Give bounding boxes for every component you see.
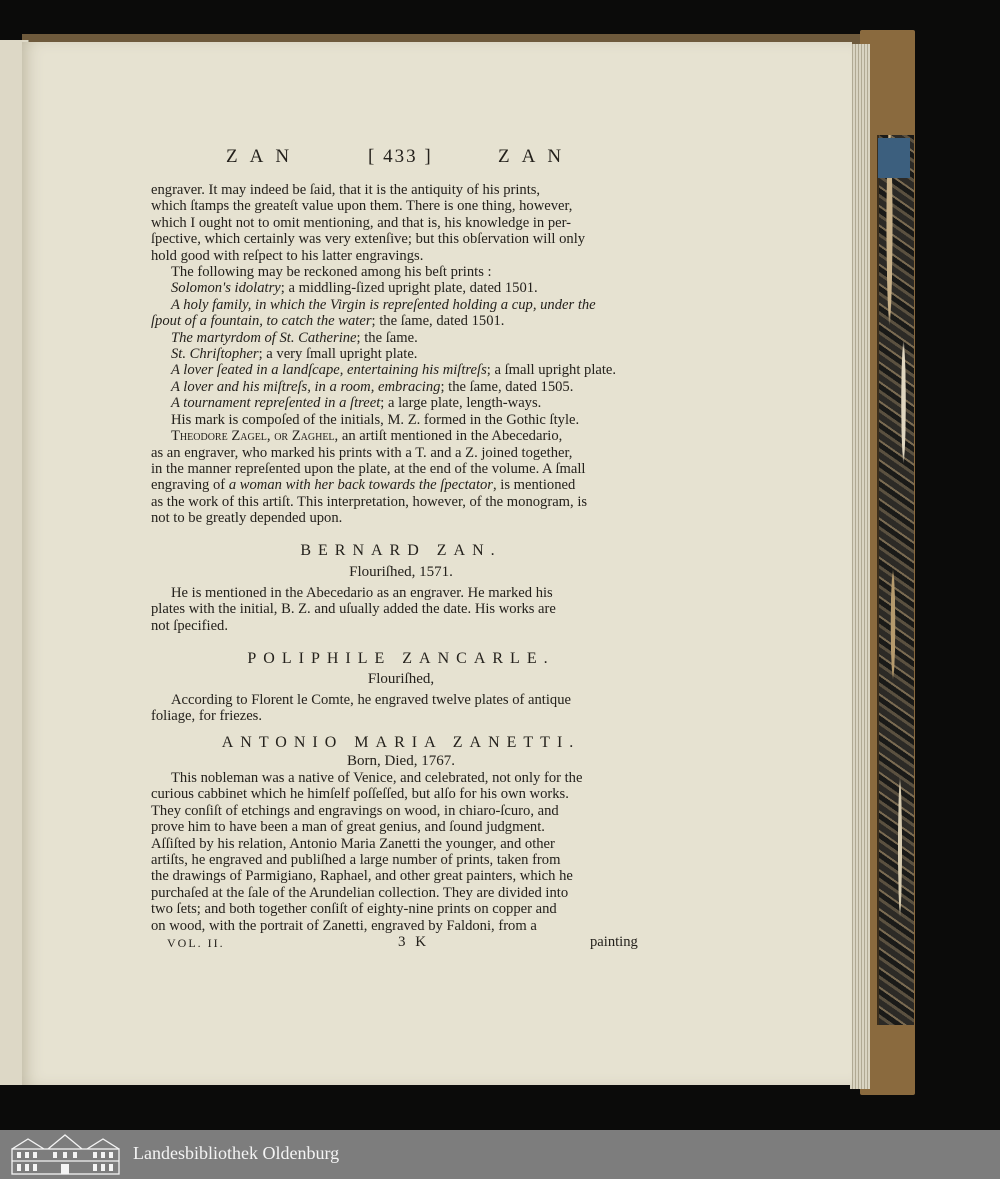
zagel-entry-first-line bbox=[151, 428, 651, 444]
print-desc: ; the ſame, dated 1501. bbox=[371, 313, 505, 330]
library-building-logo bbox=[8, 1133, 123, 1176]
print-entry bbox=[151, 346, 651, 362]
intro-paragraph bbox=[151, 182, 651, 527]
text-line-mixed bbox=[151, 477, 651, 493]
library-name: Landesbibliothek Oldenburg bbox=[133, 1143, 340, 1163]
running-head-right: ZAN bbox=[498, 146, 574, 167]
print-desc: ; a large plate, length-ways. bbox=[380, 395, 542, 412]
text-line: They conſiſt of etchings and engravings on wood, in chiaro-ſcuro, and bbox=[151, 802, 559, 819]
text-fragment: engraving of bbox=[151, 477, 226, 494]
entry-heading: ANTONIO MARIA ZANETTI. bbox=[221, 734, 581, 751]
text-line: plates with the initial, B. Z. and uſually added the date. His works are bbox=[151, 601, 556, 618]
text-line: curious cabbinet which he himſelf poſſeſſed, but alſo for his own works. bbox=[151, 786, 569, 803]
catchword: painting bbox=[590, 934, 638, 950]
artist-name: Theodore Zagel, or Zaghel, bbox=[171, 428, 339, 445]
running-head-left: ZAN bbox=[226, 146, 302, 167]
text-line: not to be greatly depended upon. bbox=[151, 510, 343, 527]
text-line: This nobleman was a native of Venice, and celebrated, not only for the bbox=[171, 770, 583, 786]
text-line: prove him to have been a man of great genius, and ſound judgment. bbox=[151, 819, 545, 836]
print-entry bbox=[151, 379, 651, 395]
text-line: purchaſed at the ſale of the Arundelian collection. They are divided into bbox=[151, 884, 569, 901]
print-entry bbox=[151, 280, 651, 296]
print-title: Solomon's idolatry bbox=[171, 280, 281, 297]
print-title: St. Chriſtopher bbox=[171, 346, 259, 363]
print-entry bbox=[151, 362, 651, 378]
entry-heading: BERNARD ZAN. bbox=[300, 542, 502, 559]
text-line: as the work of this artiſt. This interpretation, however, of the monogram, is bbox=[151, 493, 588, 510]
text-line: which I ought not to omit mentioning, and that is, his knowledge in per- bbox=[151, 214, 572, 231]
text-line: the drawings of Parmigiano, Raphael, and other great painters, which he bbox=[151, 868, 573, 885]
print-title: ſpout of a fountain, to catch the water bbox=[151, 313, 372, 330]
entry-flourished: Flouriſhed, bbox=[367, 671, 435, 687]
volume-label: VOL. II. bbox=[167, 936, 225, 950]
entry-heading: POLIPHILE ZANCARLE. bbox=[247, 650, 555, 667]
text-line: on wood, with the portrait of Zanetti, engraved by Faldoni, from a bbox=[151, 917, 537, 934]
text-line: hold good with reſpect to his latter engravings. bbox=[151, 247, 424, 264]
print-entry bbox=[151, 330, 651, 346]
print-entry bbox=[151, 313, 651, 329]
text-line: in the manner repreſented upon the plate, at the end of the volume. A ſmall bbox=[151, 460, 586, 477]
text-fragment: , is mentioned bbox=[492, 477, 576, 494]
print-entry bbox=[151, 395, 651, 411]
page-stack-edge bbox=[850, 44, 870, 1089]
entry-dates: Born, Died, 1767. bbox=[347, 753, 455, 769]
text-line: He is mentioned in the Abecedario as an engraver. He marked his bbox=[171, 585, 553, 601]
text-line: foliage, for friezes. bbox=[151, 708, 263, 725]
print-title: a woman with her back towards the ſpectator bbox=[228, 477, 493, 494]
bernard-paragraph bbox=[151, 585, 651, 634]
text-line: which ſtamps the greateſt value upon them. There is one thing, however, bbox=[151, 198, 573, 215]
text-line: as an engraver, who marked his prints with a T. and a Z. joined together, bbox=[151, 444, 573, 461]
text-line: engraver. It may indeed be ſaid, that it is the antiquity of his prints, bbox=[151, 182, 541, 198]
print-entry bbox=[151, 297, 651, 313]
prints-intro: The following may be reckoned among his beſt prints : bbox=[171, 264, 492, 281]
marbled-endpaper bbox=[877, 135, 914, 1025]
page-number: [ 433 ] bbox=[368, 146, 433, 167]
antonio-paragraph bbox=[151, 770, 651, 934]
text-fragment: an artiſt mentioned in the Abecedario, bbox=[338, 428, 563, 445]
print-title: A lover and his miſtreſs, in a room, embracing bbox=[171, 378, 441, 395]
print-title: A tournament repreſented in a ſtreet bbox=[171, 395, 381, 412]
print-desc: ; a ſmall upright plate. bbox=[486, 362, 617, 379]
text-line: According to Florent le Comte, he engraved twelve plates of antique bbox=[171, 692, 571, 708]
signature-mark: 3 K bbox=[398, 934, 430, 950]
mark-line: His mark is compoſed of the initials, M. Z. formed in the Gothic ſtyle. bbox=[171, 411, 580, 428]
print-desc: ; the ſame, dated 1505. bbox=[440, 378, 574, 395]
text-line: artiſts, he engraved and publiſhed a large number of prints, taken from bbox=[151, 852, 561, 869]
poliphile-paragraph bbox=[151, 692, 651, 725]
cover-corner bbox=[878, 138, 910, 178]
print-desc: ; a very ſmall upright plate. bbox=[258, 346, 418, 363]
text-line: Aſſiſted by his relation, Antonio Maria Zanetti the younger, and other bbox=[151, 835, 555, 852]
text-line: two ſets; and both together conſiſt of eighty-nine prints on copper and bbox=[151, 901, 557, 918]
print-title: A lover ſeated in a landſcape, entertaining his miſtreſs bbox=[171, 362, 487, 379]
text-line: ſpective, which certainly was very extenſive; but this obſervation will only bbox=[151, 231, 586, 248]
print-desc: ; a middling-ſized upright plate, dated 1501. bbox=[280, 280, 538, 297]
entry-flourished: Flouriſhed, 1571. bbox=[349, 564, 453, 580]
print-title: A holy family, in which the Virgin is repreſented holding a cup, under the bbox=[171, 296, 596, 313]
print-title: The martyrdom of St. Catherine bbox=[171, 329, 357, 346]
print-desc: ; the ſame. bbox=[356, 329, 418, 346]
text-line: not ſpecified. bbox=[151, 617, 228, 634]
